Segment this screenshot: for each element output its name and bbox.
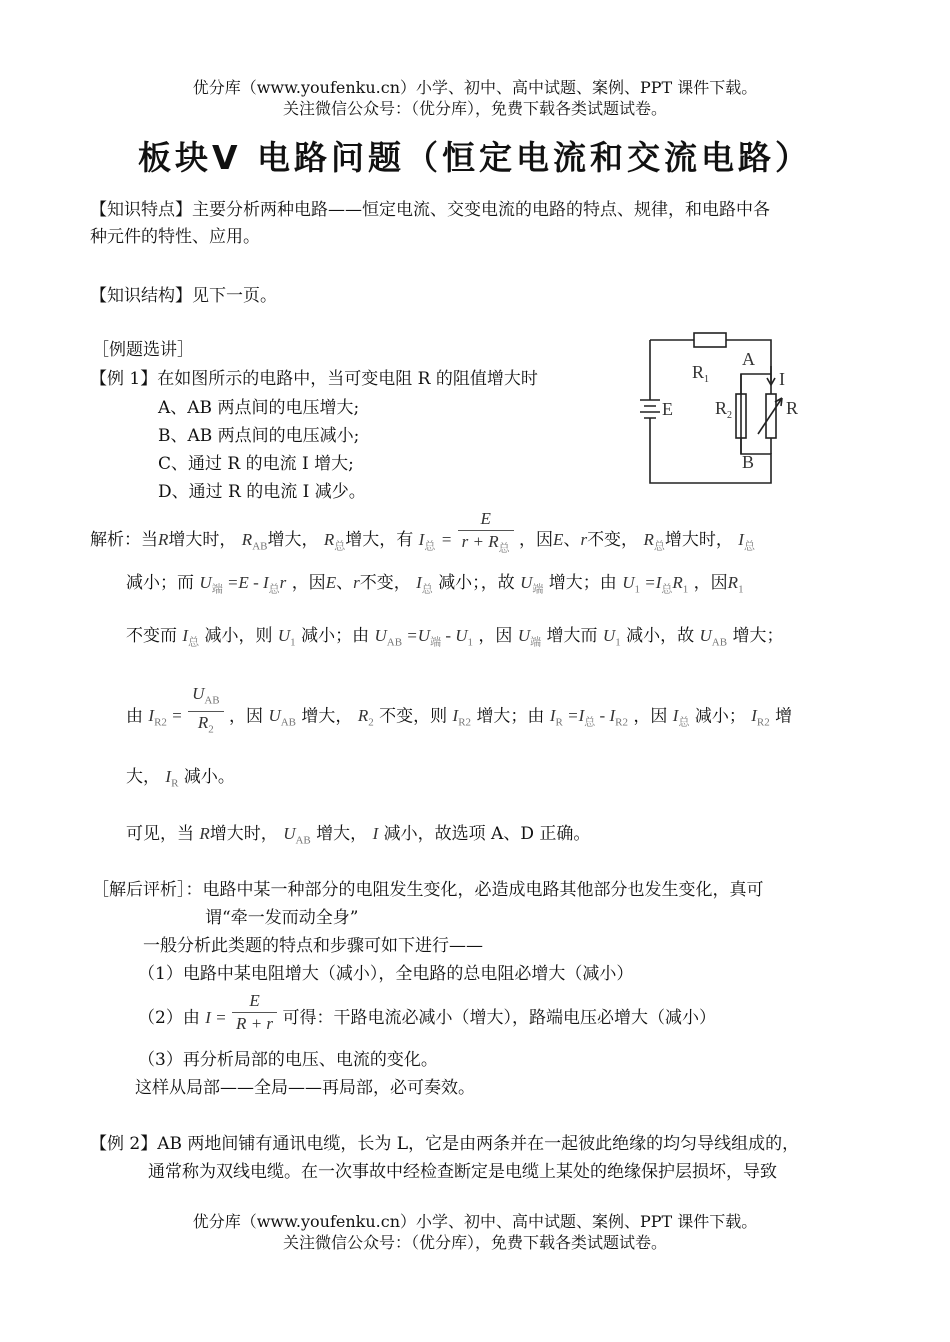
review-step-3: （3）再分析局部的电压、电流的变化。 [138,1050,438,1070]
solution-line-4: 由 $I_{R2}$ = $\frac{U_{AB}}{R_2}$ ，因 $U_{AB}$ 增大， $R_2$ 不变，则 $I_{R2}$ 增大；由 $I_R =I_总 - I_{R2}$ ，因 $I_总$ 减小； $I_{R2}$ 增 [126,693,792,741]
review-step-2: （2）由 I = $\frac{E}{R + r}$ 可得：干路电流必减小（增大），路端电压必增大（减小） [138,991,716,1033]
footer-line-2: 关注微信公众号：（优分库），免费下载各类试题试卷。 [282,1233,667,1252]
battery [640,400,660,424]
label-r1: $R_1$ [692,362,710,385]
header-line-1: 优分库（www.youfenku.cn）小学、初中、高中试题、案例、PPT 课件下载。 [192,78,758,97]
header-line-2: 关注微信公众号：（优分库），免费下载各类试题试卷。 [282,99,667,118]
fraction-e-over-r-plus-r: $\frac{E}{r + R_总}$ [458,508,514,559]
page-title: 板块Ⅴ 电路问题（恒定电流和交流电路） [137,138,813,177]
label-a: A [742,349,755,369]
r-variable-resistor [766,394,776,438]
review-step-1: （1）电路中某电阻增大（减小），全电路的总电阻必增大（减小） [138,964,634,984]
review-intro: 一般分析此类题的特点和步骤可如下进行—— [143,936,483,956]
label-e: E [662,399,673,419]
label-b: B [742,452,755,472]
solution-line-6: 可见，当 R增大时， $U_{AB}$ 增大， I 减小，故选项 A、D 正确。 [126,824,591,847]
example1-text: 在如图所示的电路中，当可变电阻 R 的阻值增大时 [157,369,538,389]
example2-label: 【例 2】 [90,1134,158,1154]
section-examples-heading: ［例题选讲］ [92,340,194,360]
knowledge-structure [90,285,277,307]
label-r: R [786,398,799,418]
knowledge-structure-text: 见下一页。 [192,286,277,306]
example1-option-c: C、通过 R 的电流 I 增大; [158,454,354,474]
review-line-1: ［解后评析］：电路中某一种部分的电阻发生变化，必造成电路其他部分也发生变化，真可 [92,880,764,900]
example1-option-a: A、AB 两点间的电压增大; [158,398,360,418]
knowledge-features-line-1 [90,199,770,221]
r1-resistor [694,333,726,347]
fraction-e-over-r-plus-r-small: $\frac{E}{R + r}$ [232,990,277,1035]
example1-option-d: D、通过 R 的电流 I 减少。 [158,482,366,502]
fraction-uab-over-r2: $\frac{U_{AB}}{R_2}$ [188,683,224,741]
variable-resistor-arrow [758,398,782,434]
solution-line-2: 减小；而 $U_端 =E - I_总r$ ，因E、r不变， $I_总$ 减小；，故 $U_端$ 增大；由 $U_1 =I_总R_1$ ，因$R_1$ [126,573,744,596]
label-r2: $R_2$ [715,398,733,421]
solution-line-1: 解析：当R增大时， $R_{AB}$增大， $R_总$增大，有 $I_总$ = $\frac{E}{r + R_总}$ ，因E、r不变， $R_总$增大时， $I_总$ [90,522,755,559]
knowledge-features-line-2: 种元件的特性、应用。 [90,227,260,247]
review-summary: 这样从局部——全局——再局部，必可奏效。 [135,1078,475,1098]
example1-option-b: B、AB 两点间的电压减小; [158,426,360,446]
solution-line-3: 不变而 $I_总$ 减小，则 $U_1$ 减小；由 $U_{AB} =U_端 - U_1$ ，因 $U_端$ 增大而 $U_1$ 减小，故 $U_{AB}$ 增大； [126,626,784,649]
knowledge-structure-label: 【知识结构】 [90,286,192,306]
circuit-diagram [630,328,810,488]
label-i: I [779,369,785,389]
review-label: ［解后评析］ [92,880,186,900]
knowledge-features-text: 主要分析两种电路——恒定电流、交变电流的电路的特点、规律，和电路中各 [192,200,770,220]
review-line-2: 谓“牵一发而动全身” [205,908,359,928]
example1-label: 【例 1】 [90,369,158,389]
example2-line-1: 【例 2】AB 两地间铺有通讯电缆，长为 L，它是由两条并在一起彼此绝缘的均匀导线组成的， [90,1134,800,1154]
solution-line-5: 大， $I_R$ 减小。 [126,767,235,790]
example2-line-2: 通常称为双线电缆。在一次事故中经检查断定是电缆上某处的绝缘保护层损坏，导致 [148,1162,777,1182]
footer-line-1: 优分库（www.youfenku.cn）小学、初中、高中试题、案例、PPT 课件下载。 [192,1212,758,1231]
example1-question [90,368,538,390]
knowledge-features-label: 【知识特点】 [90,200,192,220]
